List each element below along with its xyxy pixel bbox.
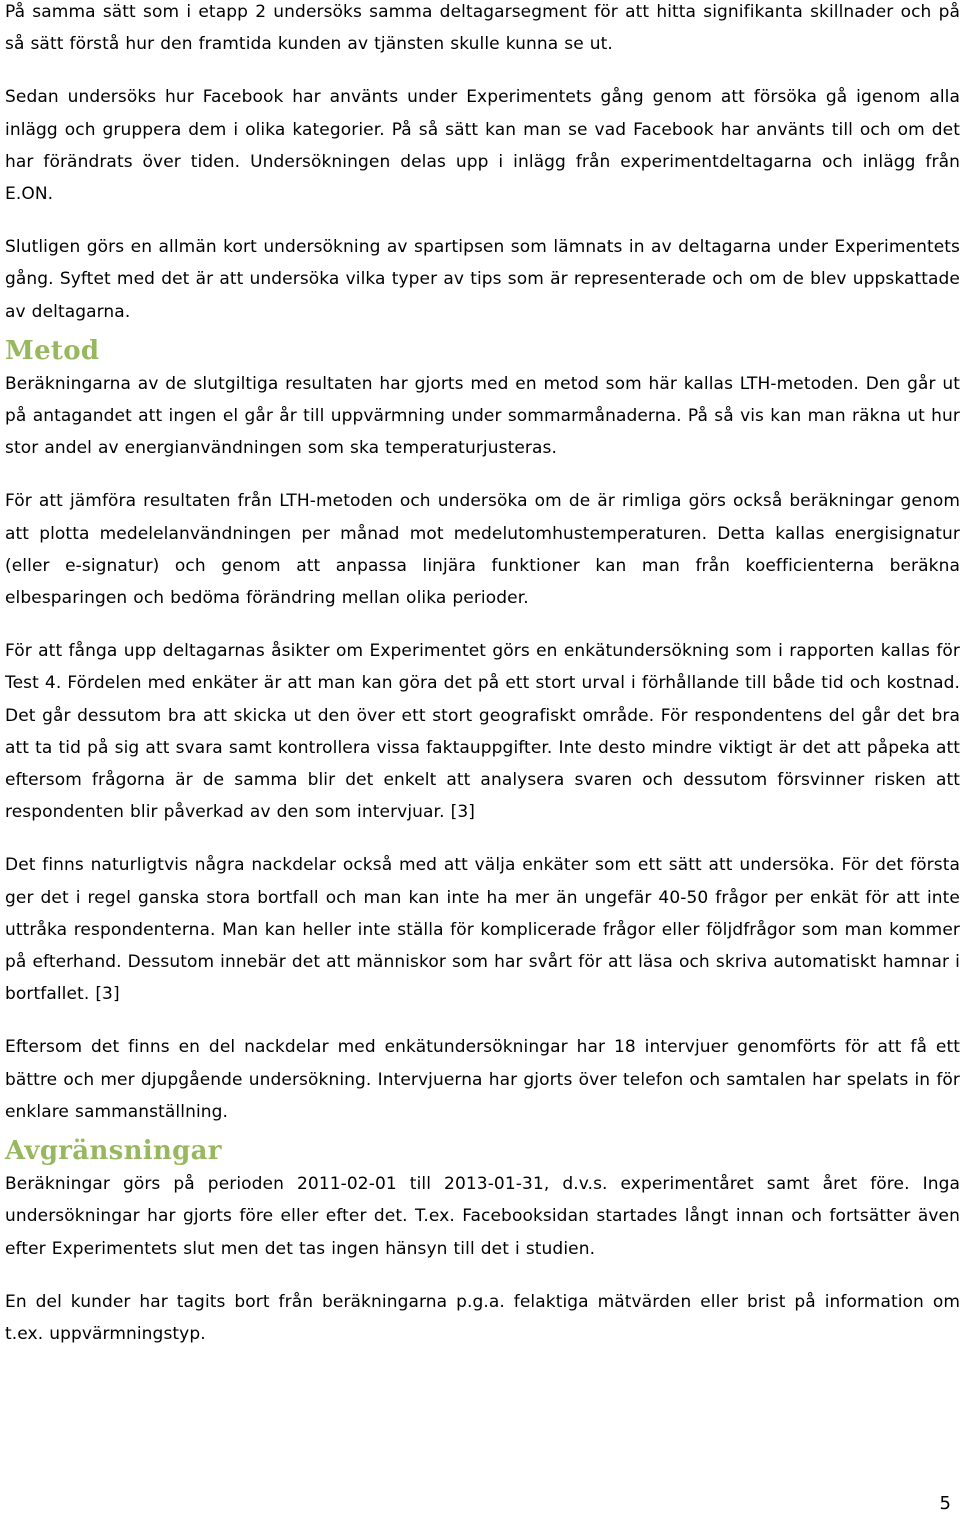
intro-paragraph-3: Slutligen görs en allmän kort undersökning av spartipsen som lämnats in av deltagarna under Experimentets gång. Syftet med det är att undersöka vilka typer av tips som är representerade och om de blev uppskattade av deltagarna. bbox=[5, 237, 960, 322]
page-content bbox=[5, 0, 960, 1350]
page-number: 5 bbox=[939, 1493, 951, 1514]
section-heading-metod: Metod bbox=[5, 335, 100, 366]
metod-paragraph-4: Det finns naturligtvis några nackdelar också med att välja enkäter som ett sätt att undersöka. För det första ger det i regel ganska stora bortfall och man kan inte ha mer än ungefär 40-50 frågor per enkät för att inte uttråka respondenterna. Man kan heller inte ställa för komplicerade frågor eller följdfrågor som man kommer på efterhand. Dessutom innebär det att människor som har svårt för att läsa och skriva automatiskt hamnar i bortfallet. [3] bbox=[5, 855, 960, 1005]
avgransningar-paragraph-2: En del kunder har tagits bort från beräkningarna p.g.a. felaktiga mätvärden eller brist på information om t.ex. uppvärmningstyp. bbox=[5, 1291, 960, 1344]
metod-paragraph-1: Beräkningarna av de slutgiltiga resultaten har gjorts med en metod som här kallas LTH-metoden. Den går ut på antagandet att ingen el går år till uppvärmning under sommarmånaderna. På så vis kan man räkna ut hur stor andel av energianvändningen som ska temperaturjusteras. bbox=[5, 373, 960, 459]
avgransningar-paragraph-1: Beräkningar görs på perioden 2011-02-01 till 2013-01-31, d.v.s. experimentåret samt året före. Inga undersökningar har gjorts före eller efter det. T.ex. Facebooksidan startades långt innan och fortsätter även efter Experimentets slut men det tas ingen hänsyn till det i studien. bbox=[5, 1174, 960, 1259]
intro-paragraph-1: På samma sätt som i etapp 2 undersöks samma deltagarsegment för att hitta signifikanta skillnader och på så sätt förstå hur den framtida kunden av tjänsten skulle kunna se ut. bbox=[5, 2, 960, 55]
metod-paragraph-3: För att fånga upp deltagarnas åsikter om Experimentet görs en enkätundersökning som i rapporten kallas för Test 4. Fördelen med enkäter är att man kan göra det på ett stort urval i förhållande till både tid och kostnad. Det går dessutom bra att skicka ut den över ett stort geografiskt område. För respondentens del går det bra att ta tid på sig att svara samt kontrollera vissa faktauppgifter. Inte desto mindre viktigt är det att påpeka att eftersom frågorna är de samma blir det enkelt att analysera svaren och dessutom försvinner risken att respondenten blir påverkad av den som intervjuar. [3] bbox=[5, 641, 960, 823]
intro-paragraph-2: Sedan undersöks hur Facebook har använts under Experimentets gång genom att försöka gå igenom alla inlägg och gruppera dem i olika kategorier. På så sätt kan man se vad Facebook har använts till och om det har förändrats över tiden. Undersökningen delas upp i inlägg från experimentdeltagarna och inlägg från E.ON. bbox=[5, 87, 960, 205]
metod-paragraph-5: Eftersom det finns en del nackdelar med enkätundersökningar har 18 intervjuer genomförts för att få ett bättre och mer djupgående undersökning. Intervjuerna har gjorts över telefon och samtalen har spelats in för enklare sammanställning. bbox=[5, 1037, 960, 1122]
section-heading-avgransningar: Avgränsningar bbox=[5, 1136, 222, 1167]
metod-paragraph-2: För att jämföra resultaten från LTH-metoden och undersöka om de är rimliga görs också beräkningar genom att plotta medelelanvändningen per månad mot medelutomhustemperaturen. Detta kallas energisignatur (eller e-signatur) och genom att anpassa linjära funktioner kan man från koefficienterna beräkna elbesparingen och bedöma förändring mellan olika perioder. bbox=[5, 491, 960, 609]
